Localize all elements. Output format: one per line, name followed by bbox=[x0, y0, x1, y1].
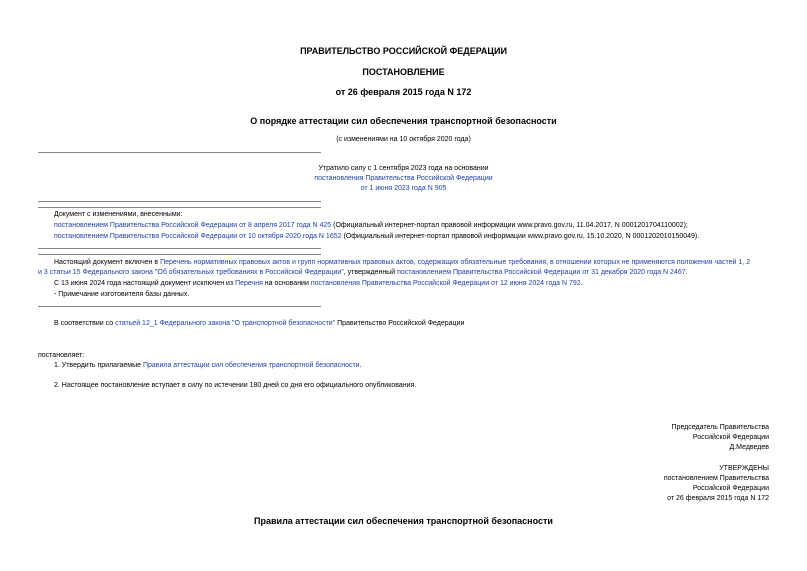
signature-position: Председатель Правительства bbox=[671, 424, 769, 431]
approved-date: от 26 февраля 2015 года N 172 bbox=[667, 495, 769, 502]
item-text: . bbox=[359, 362, 362, 369]
list-link[interactable]: Перечень нормативных правовых актов и групп нормативных правовых актов, содержащих обязательные требования, в отношении которых не применяются положения частей 1, 2 bbox=[160, 259, 751, 266]
document-date-number: от 26 февраля 2015 года N 172 bbox=[335, 87, 472, 97]
signature-name: Д.Медведев bbox=[729, 444, 769, 451]
divider bbox=[38, 207, 321, 208]
basis-text: В соответствии со bbox=[54, 320, 116, 327]
amendment-link-2020[interactable]: постановлением Правительства Российской Федерации от 10 октября 2020 года N 1652 bbox=[54, 233, 342, 240]
notice-text: , утвержденный bbox=[343, 269, 398, 276]
notice-text: . bbox=[685, 269, 688, 276]
divider bbox=[38, 306, 321, 307]
resolution-item-2: 2. Настоящее постановление вступает в силу по истечении 180 дней со дня его официального опубликования. bbox=[54, 382, 417, 389]
amendment-note: (с изменениями на 10 октября 2020 года) bbox=[336, 136, 471, 143]
expired-link-resolution[interactable]: постановления Правительства Российской Федерации bbox=[314, 175, 493, 182]
divider bbox=[38, 254, 321, 255]
resolution-2467-link[interactable]: постановлением Правительства Российской Федерации от 31 декабря 2020 года N 2467 bbox=[397, 269, 686, 276]
expired-link-date[interactable]: от 1 июня 2023 года N 905 bbox=[360, 185, 447, 192]
document-title: О порядке аттестации сил обеспечения транспортной безопасности bbox=[250, 116, 557, 126]
expired-note: Утратило силу с 1 сентября 2023 года на основании bbox=[318, 165, 489, 172]
item-text: 1. Утвердить прилагаемые bbox=[54, 362, 143, 369]
changes-item-2 bbox=[54, 233, 699, 240]
amendment-source-2017: (Официальный интернет-портал правовой информации www.pravo.gov.ru, 11.04.2017, N 0001201704110002); bbox=[331, 222, 688, 229]
document-type: ПОСТАНОВЛЕНИЕ bbox=[362, 67, 445, 77]
changes-intro: Документ с изменениями, внесенными: bbox=[54, 211, 183, 218]
notice-line-1 bbox=[54, 259, 750, 266]
divider bbox=[38, 152, 321, 153]
approved-org: Российской Федерации bbox=[692, 485, 769, 492]
amendment-link-2017[interactable]: постановлением Правительства Российской Федерации от 8 апреля 2017 года N 425 bbox=[54, 222, 332, 229]
notice-line-3 bbox=[54, 280, 583, 287]
divider bbox=[38, 201, 321, 202]
signature-org: Российской Федерации bbox=[692, 434, 769, 441]
notice-text: на основании bbox=[262, 280, 311, 287]
notice-text: Настоящий документ включен в bbox=[54, 259, 161, 266]
law-article-link[interactable]: статьей 12_1 Федерального закона "О транспортной безопасности" bbox=[115, 320, 336, 327]
approved-by: постановлением Правительства bbox=[663, 475, 769, 482]
law-link[interactable]: и 3 статьи 15 Федерального закона "Об обязательных требованиях в Российской Федерации" bbox=[38, 269, 344, 276]
divider bbox=[38, 248, 321, 249]
amendment-source-2020: (Официальный интернет-портал правовой информации www.pravo.gov.ru, 15.10.2020, N 0001202010150049). bbox=[341, 233, 700, 240]
changes-item-1 bbox=[54, 222, 688, 229]
resolution-792-link[interactable]: постановления Правительства Российской Федерации от 12 июня 2024 года N 792 bbox=[310, 280, 581, 287]
notice-line-2 bbox=[38, 269, 688, 276]
resolution-item-1 bbox=[54, 362, 362, 369]
rules-title: Правила аттестации сил обеспечения транспортной безопасности bbox=[254, 516, 553, 526]
government-heading: ПРАВИТЕЛЬСТВО РОССИЙСКОЙ ФЕДЕРАЦИИ bbox=[300, 46, 507, 56]
approved-label: УТВЕРЖДЕНЫ bbox=[719, 465, 769, 472]
basis-text: Правительство Российской Федерации bbox=[335, 320, 465, 327]
notice-text: . bbox=[580, 280, 583, 287]
notice-text: С 13 июня 2024 года настоящий документ исключен из bbox=[54, 280, 236, 287]
resolves-word: постановляет: bbox=[38, 352, 85, 359]
list-exclusion-link[interactable]: Перечня bbox=[235, 280, 263, 287]
rules-link[interactable]: Правила аттестации сил обеспечения транспортной безопасности bbox=[142, 362, 360, 369]
db-maker-note: - Примечание изготовителя базы данных. bbox=[54, 291, 190, 298]
basis-paragraph bbox=[54, 320, 464, 327]
